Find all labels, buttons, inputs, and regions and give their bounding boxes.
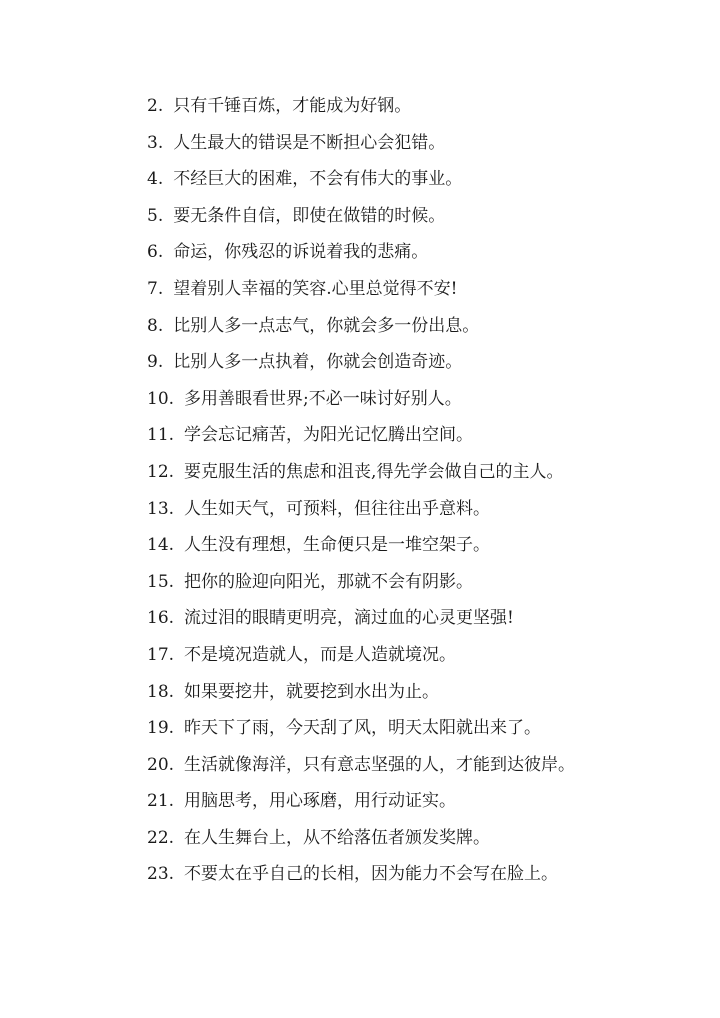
item-number: 15.: [147, 571, 175, 592]
item-text: 生活就像海洋，只有意志坚强的人，才能到达彼岸。: [184, 754, 576, 775]
list-item: [147, 713, 575, 750]
item-text: 不经巨大的困难，不会有伟大的事业。: [173, 169, 463, 190]
item-number: 23.: [147, 864, 175, 885]
list-item: [147, 384, 575, 421]
list-item: [147, 823, 575, 860]
item-number: 14.: [147, 535, 175, 556]
item-text: 把你的脸迎向阳光，那就不会有阴影。: [184, 571, 474, 592]
list-item: [147, 859, 575, 896]
item-number: 5.: [147, 205, 164, 226]
item-text: 只有千锤百炼，才能成为好钢。: [173, 96, 412, 116]
list-item: [147, 603, 575, 640]
item-number: 20.: [147, 754, 175, 775]
item-number: 11.: [147, 425, 175, 446]
list-item: [147, 530, 575, 567]
list-item: [147, 420, 575, 457]
list-item: [147, 91, 575, 128]
item-text: 在人生舞台上，从不给落伍者颁发奖牌。: [184, 827, 491, 848]
item-text: 要克服生活的焦虑和沮丧,得先学会做自己的主人。: [184, 461, 564, 482]
item-text: 人生如天气，可预料，但往往出乎意料。: [184, 498, 491, 519]
item-text: 要无条件自信，即使在做错的时候。: [173, 205, 446, 226]
list-item: [147, 567, 575, 604]
item-number: 2.: [147, 96, 164, 116]
item-text: 比别人多一点志气，你就会多一份出息。: [173, 315, 480, 336]
list-item: [147, 164, 575, 201]
item-text: 比别人多一点执着，你就会创造奇迹。: [173, 352, 463, 373]
list-item: [147, 201, 575, 238]
item-text: 不要太在乎自己的长相，因为能力不会写在脸上。: [184, 864, 559, 885]
list-item: [147, 677, 575, 714]
item-text: 学会忘记痛苦，为阳光记忆腾出空间。: [184, 425, 474, 446]
item-number: 10.: [147, 388, 175, 409]
item-number: 9.: [147, 352, 164, 373]
quote-list: [147, 91, 575, 896]
list-item: [147, 457, 575, 494]
list-item: [147, 640, 575, 677]
item-text: 命运，你残忍的诉说着我的悲痛。: [173, 242, 429, 263]
item-text: 不是境况造就人，而是人造就境况。: [184, 644, 457, 665]
item-number: 3.: [147, 132, 164, 153]
item-text: 人生最大的错误是不断担心会犯错。: [173, 132, 446, 153]
item-number: 21.: [147, 791, 175, 812]
item-number: 8.: [147, 315, 164, 336]
item-number: 17.: [147, 644, 175, 665]
item-text: 如果要挖井，就要挖到水出为止。: [184, 681, 440, 702]
item-number: 18.: [147, 681, 175, 702]
list-item: [147, 786, 575, 823]
list-item: [147, 347, 575, 384]
list-item: [147, 237, 575, 274]
item-text: 用脑思考，用心琢磨，用行动证实。: [184, 791, 457, 812]
item-number: 19.: [147, 718, 175, 739]
item-text: 望着别人幸福的笑容.心里总觉得不安!: [173, 278, 458, 299]
item-number: 4.: [147, 169, 164, 190]
item-number: 7.: [147, 278, 164, 299]
list-item: [147, 311, 575, 348]
item-text: 人生没有理想，生命便只是一堆空架子。: [184, 535, 491, 556]
item-text: 流过泪的眼睛更明亮，滴过血的心灵更坚强!: [184, 608, 514, 629]
list-item: [147, 494, 575, 531]
item-number: 13.: [147, 498, 175, 519]
item-text: 昨天下了雨，今天刮了风，明天太阳就出来了。: [184, 718, 542, 739]
list-item: [147, 750, 575, 787]
list-item: [147, 128, 575, 165]
item-text: 多用善眼看世界;不必一味讨好别人。: [184, 388, 462, 409]
list-item: [147, 274, 575, 311]
item-number: 6.: [147, 242, 164, 263]
item-number: 22.: [147, 827, 175, 848]
item-number: 16.: [147, 608, 175, 629]
item-number: 12.: [147, 461, 175, 482]
